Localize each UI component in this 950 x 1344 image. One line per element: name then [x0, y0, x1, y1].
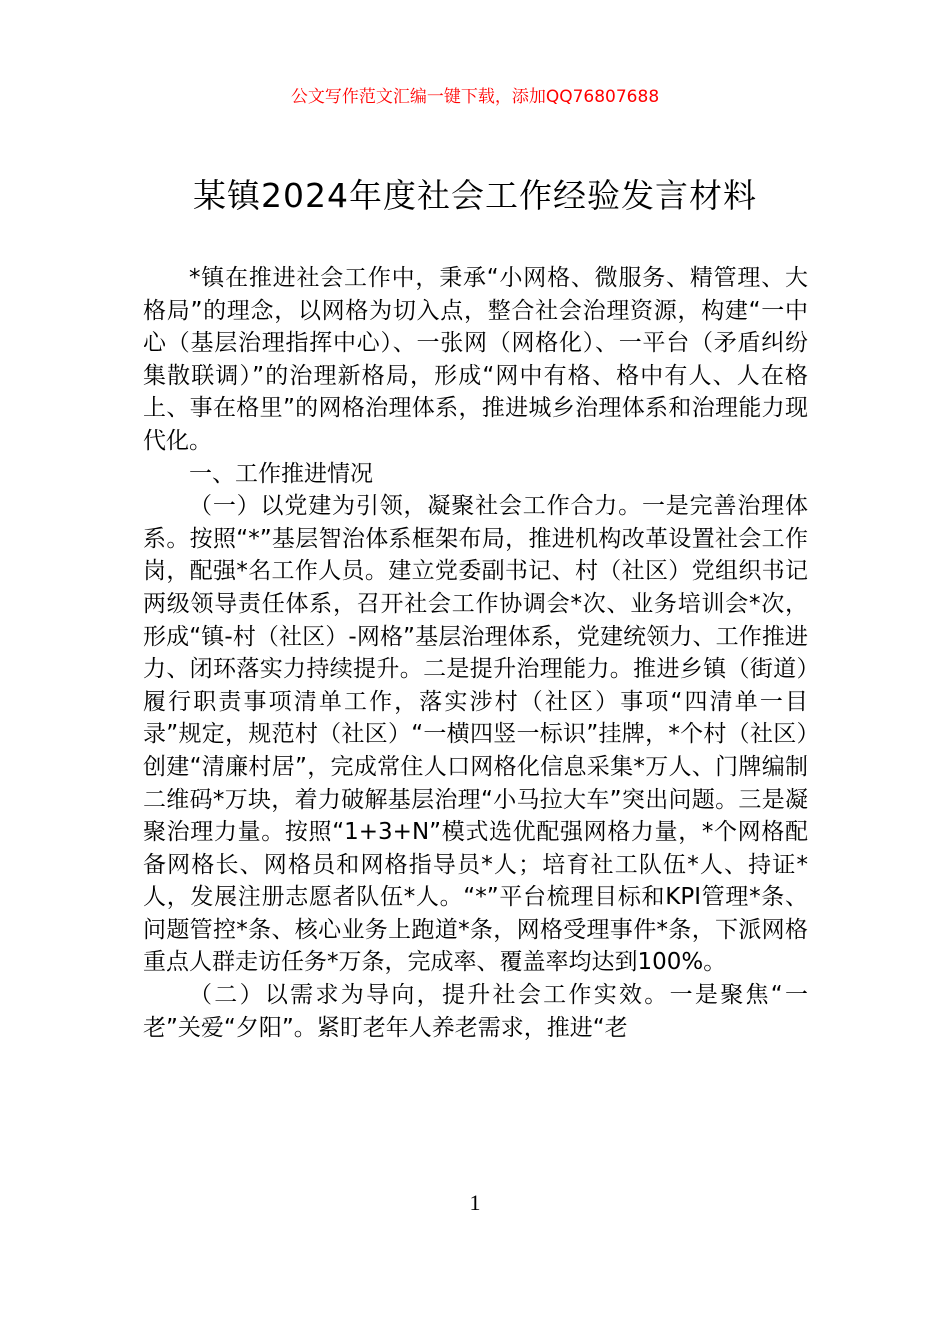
download-ad-header: 公文写作范文汇编一键下载，添加QQ76807688	[290, 87, 660, 107]
document-title: 某镇2024年度社会工作经验发言材料	[193, 176, 757, 215]
section-heading: 一、工作推进情况	[189, 460, 373, 487]
document-body	[143, 262, 808, 1044]
body-paragraph: （一）以党建为引领，凝聚社会工作合力。一是完善治理体系。按照“*”基层智治体系框架布局，推进机构改革设置社会工作岗，配强*名工作人员。建立党委副书记、村（社区）党组织书记两级领导责任体系，召开社会工作协调会*次、业务培训会*次，形成“镇-村（社区）-网格”基层治理体系，党建统领力、工作推进力、闭环落实力持续提升。二是提升治理能力。推进乡镇（街道）履行职责事项清单工作，落实涉村（社区）事项“四清单一目录”规定，规范村（社区）“一横四竖一标识”挂牌，*个村（社区）创建“清廉村居”，完成常住人口网格化信息采集*万人、门牌编制二维码*万块，着力破解基层治理“小马拉大车”突出问题。三是凝聚治理力量。按照“1+3+N”模式选优配强网格力量，*个网格配备网格长、网格员和网格指导员*人；培育社工队伍*人、持证*人，发展注册志愿者队伍*人。“*”平台梳理目标和KPI管理*条、问题管控*条、核心业务上跑道*条，网格受理事件*条，下派网格重点人群走访任务*万条，完成率、覆盖率均达到100%。	[143, 493, 808, 976]
intro-paragraph: *镇在推进社会工作中，秉承“小网格、微服务、精管理、大格局”的理念，以网格为切入点，整合社会治理资源，构建“一中心（基层治理指挥中心）、一张网（网格化）、一平台（矛盾纠纷集散联调）”的治理新格局，形成“网中有格、格中有人、人在格上、事在格里”的网格治理体系，推进城乡治理体系和治理能力现代化。	[143, 265, 808, 454]
page-number: 1	[469, 1190, 481, 1215]
body-paragraph: （二）以需求为导向，提升社会工作实效。一是聚焦“一老”关爱“夕阳”。紧盯老年人养老需求，推进“老	[143, 982, 808, 1041]
